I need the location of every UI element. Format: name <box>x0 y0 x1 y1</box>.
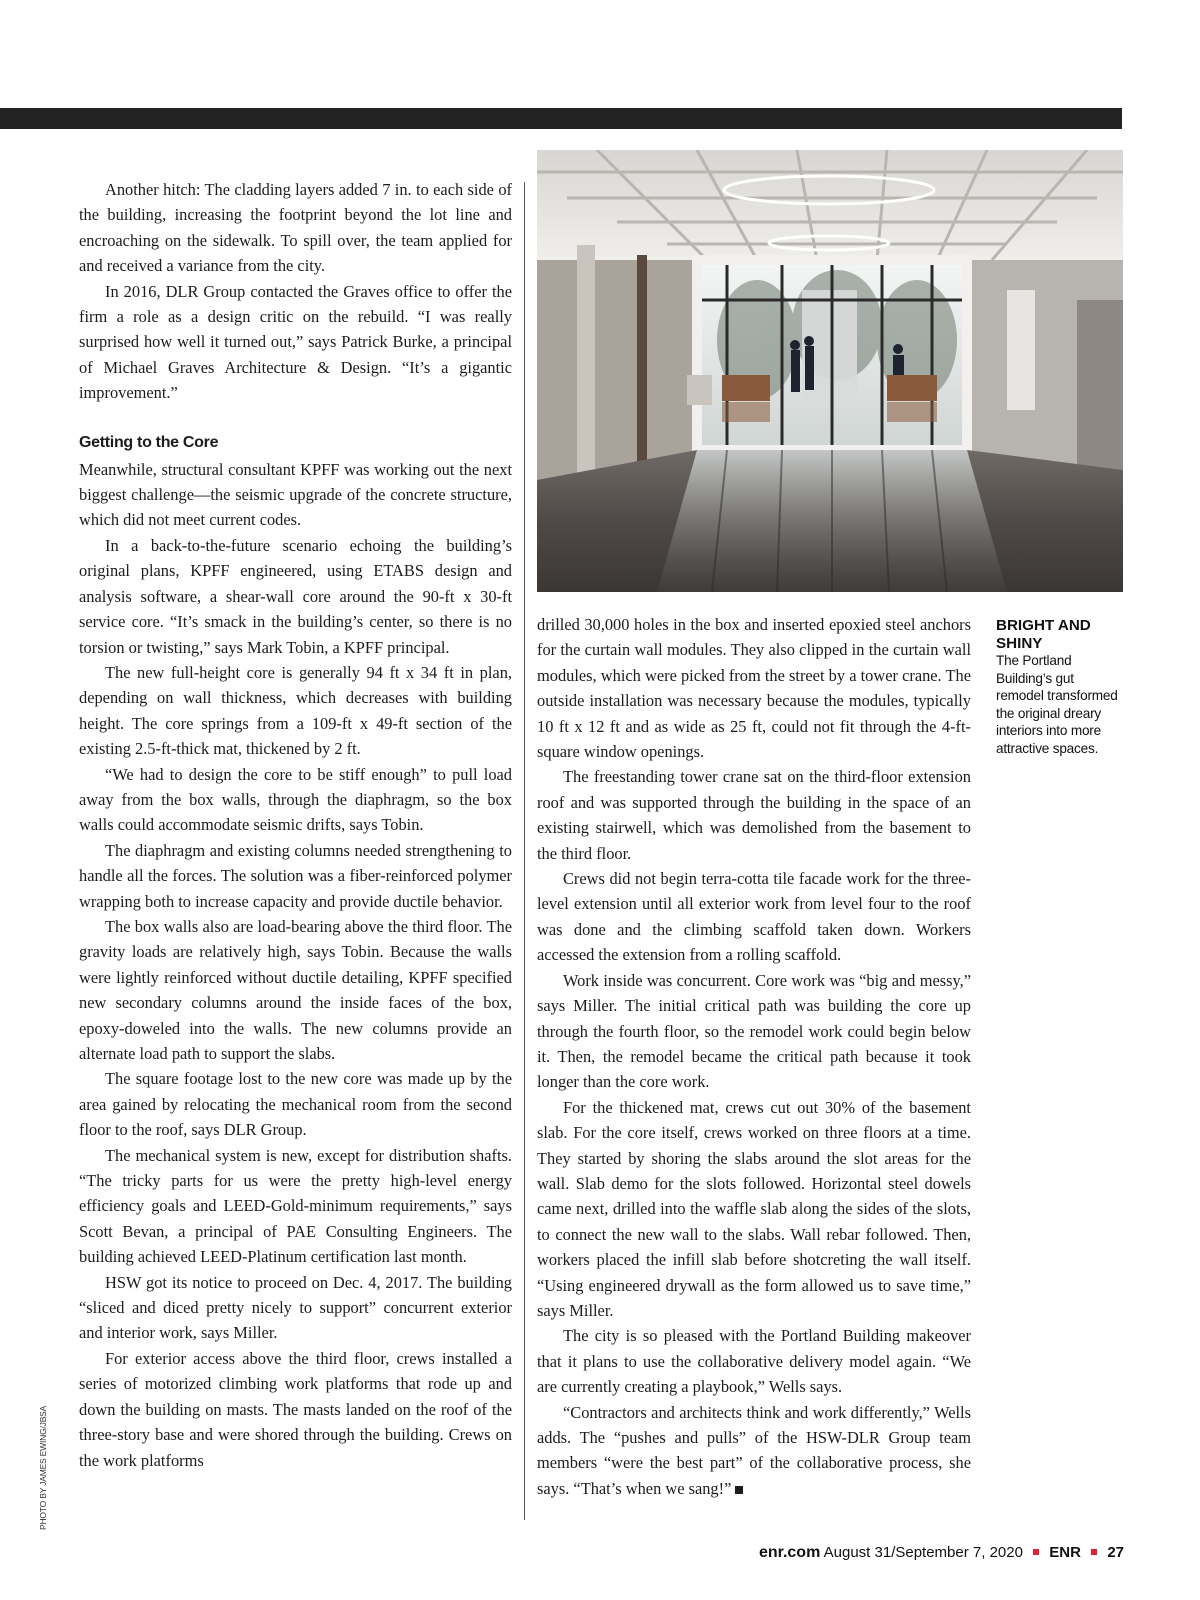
end-mark-icon <box>735 1486 743 1494</box>
footer-brand: ENR <box>1049 1544 1081 1561</box>
section-subhead: Getting to the Core <box>79 433 219 451</box>
paragraph: Work inside was concurrent. Core work was “big and messy,” says Miller. The initial critical path was building the core up through the fourth floor, so the remodel work could begin below it. Then, the remodel became the critical path because it took longer than the core work. <box>537 970 971 1092</box>
paragraph: drilled 30,000 holes in the box and inserted epoxied steel anchors for the curtain wall modules. They also clipped in the curtain wall modules, which were picked from the street by a tower crane. The outside installation was necessary because the modules, typically 10 ft x 12 ft and as wide as 25 ft, could not fit through the 4-ft-square window openings. <box>537 615 971 762</box>
article-column-1 <box>79 177 512 1473</box>
header-bar <box>0 108 1122 129</box>
paragraph: The box walls also are load-bearing above the third floor. The gravity loads are relatively high, says Tobin. Because the walls were lightly reinforced without ductile detailing, KPFF specified new secondary columns around the inside faces of the box, epoxy-doweled into the walls. The new columns provide an alternate load path to support the slabs. <box>79 916 512 1063</box>
paragraph <box>537 1400 971 1502</box>
lobby-photo <box>537 150 1123 592</box>
square-bullet-icon <box>1091 1549 1097 1555</box>
column-rule <box>524 182 525 1520</box>
paragraph: The freestanding tower crane sat on the third-floor extension roof and was supported through the building in the space of an existing stairwell, which was demolished from the basement to the third floor. <box>537 767 971 863</box>
paragraph: Meanwhile, structural consultant KPFF was working out the next biggest challenge—the seismic upgrade of the concrete structure, which did not meet current codes. <box>79 459 512 530</box>
paragraph: Another hitch: The cladding layers added 7 in. to each side of the building, increasing the footprint beyond the lot line and encroaching on the sidewalk. To spill over, the team applied for and received a variance from the city. <box>79 180 512 276</box>
paragraph: The mechanical system is new, except for distribution shafts. “The tricky parts for us were the pretty high-level energy efficiency goals and LEED-Gold-minimum requirements,” says Scott Bevan, a principal of PAE Consulting Engineers. The building achieved LEED-Platinum certification last month. <box>79 1145 512 1267</box>
paragraph: For exterior access above the third floor, crews installed a series of motorized climbing work platforms that rode up and down the building on masts. The masts landed on the roof of the three-story base and were shored through the building. Crews on the work platforms <box>79 1348 512 1470</box>
paragraph: The city is so pleased with the Portland Building makeover that it plans to use the collaborative delivery model again. “We are currently creating a playbook,” Wells says. <box>537 1326 971 1397</box>
paragraph: The square footage lost to the new core was made up by the area gained by relocating the mechanical room from the second floor to the roof, says DLR Group. <box>79 1069 512 1140</box>
paragraph: The new full-height core is generally 94 ft x 34 ft in plan, depending on wall thickness, which decreases with building height. The core springs from a 109-ft x 49-ft section of the existing 2.5-ft-thick mat, thickened by 2 ft. <box>79 662 512 759</box>
square-bullet-icon <box>1033 1549 1039 1555</box>
page-footer <box>759 1544 1124 1562</box>
photo-caption <box>996 617 1124 757</box>
footer-date: August 31/September 7, 2020 <box>823 1544 1023 1561</box>
footer-site[interactable]: enr.com <box>758 1544 821 1561</box>
article-column-2 <box>537 612 971 1501</box>
paragraph-text: “Contractors and architects think and work differently,” Wells adds. The “pushes and pulls” of the HSW-DLR Group team members “were the best part” of the collaborative process, she says. “That’s when we sang!” <box>537 1402 971 1498</box>
paragraph: Crews did not begin terra-cotta tile facade work for the three-level extension until all exterior work from level four to the roof was done and the climbing scaffold taken down. Workers accessed the extension from a rolling scaffold. <box>537 869 971 965</box>
page-number: 27 <box>1107 1544 1124 1561</box>
caption-body: The Portland Building’s gut remodel transformed the original dreary interiors into more attractive spaces. <box>996 653 1118 756</box>
paragraph: HSW got its notice to proceed on Dec. 4, 2017. The building “sliced and diced pretty nicely to support” concurrent exterior and interior work, says Miller. <box>79 1272 512 1343</box>
paragraph: For the thickened mat, crews cut out 30% of the basement slab. For the core itself, crews worked on three floors at a time. They started by shoring the slabs around the slot areas for the wall. Slab demo for the slots followed. Horizontal steel dowels came next, drilled into the waffle slab along the sides of the slots, to connect the new wall to the slabs. Wall rebar followed. Then, workers placed the infill slab before shotcreting the wall itself. “Using engineered drywall as the form allowed us to save time,” says Miller. <box>537 1097 971 1320</box>
paragraph: In a back-to-the-future scenario echoing the building’s original plans, KPFF engineered, using ETABS design and analysis software, a shear-wall core around the 90-ft x 30-ft service core. “It’s smack in the building’s center, so there is no torsion or twisting,” says Mark Tobin, a KPFF principal. <box>79 535 512 657</box>
photo-credit: PHOTO BY JAMES EWING/JBSA <box>38 1405 48 1530</box>
caption-head: BRIGHT AND SHINY <box>996 617 1091 652</box>
paragraph: In 2016, DLR Group contacted the Graves office to offer the firm a role as a design critic on the rebuild. “I was really surprised how well it turned out,” says Patrick Burke, a principal of Michael Graves Architecture & Design. “It’s a gigantic improvement.” <box>79 281 512 403</box>
paragraph: The diaphragm and existing columns needed strengthening to handle all the forces. The solution was a fiber-reinforced polymer wrapping both to increase capacity and provide ductile behavior. <box>79 840 512 911</box>
paragraph: “We had to design the core to be stiff enough” to pull load away from the box walls, through the diaphragm, so the box walls could accommodate seismic drifts, says Tobin. <box>79 764 512 835</box>
